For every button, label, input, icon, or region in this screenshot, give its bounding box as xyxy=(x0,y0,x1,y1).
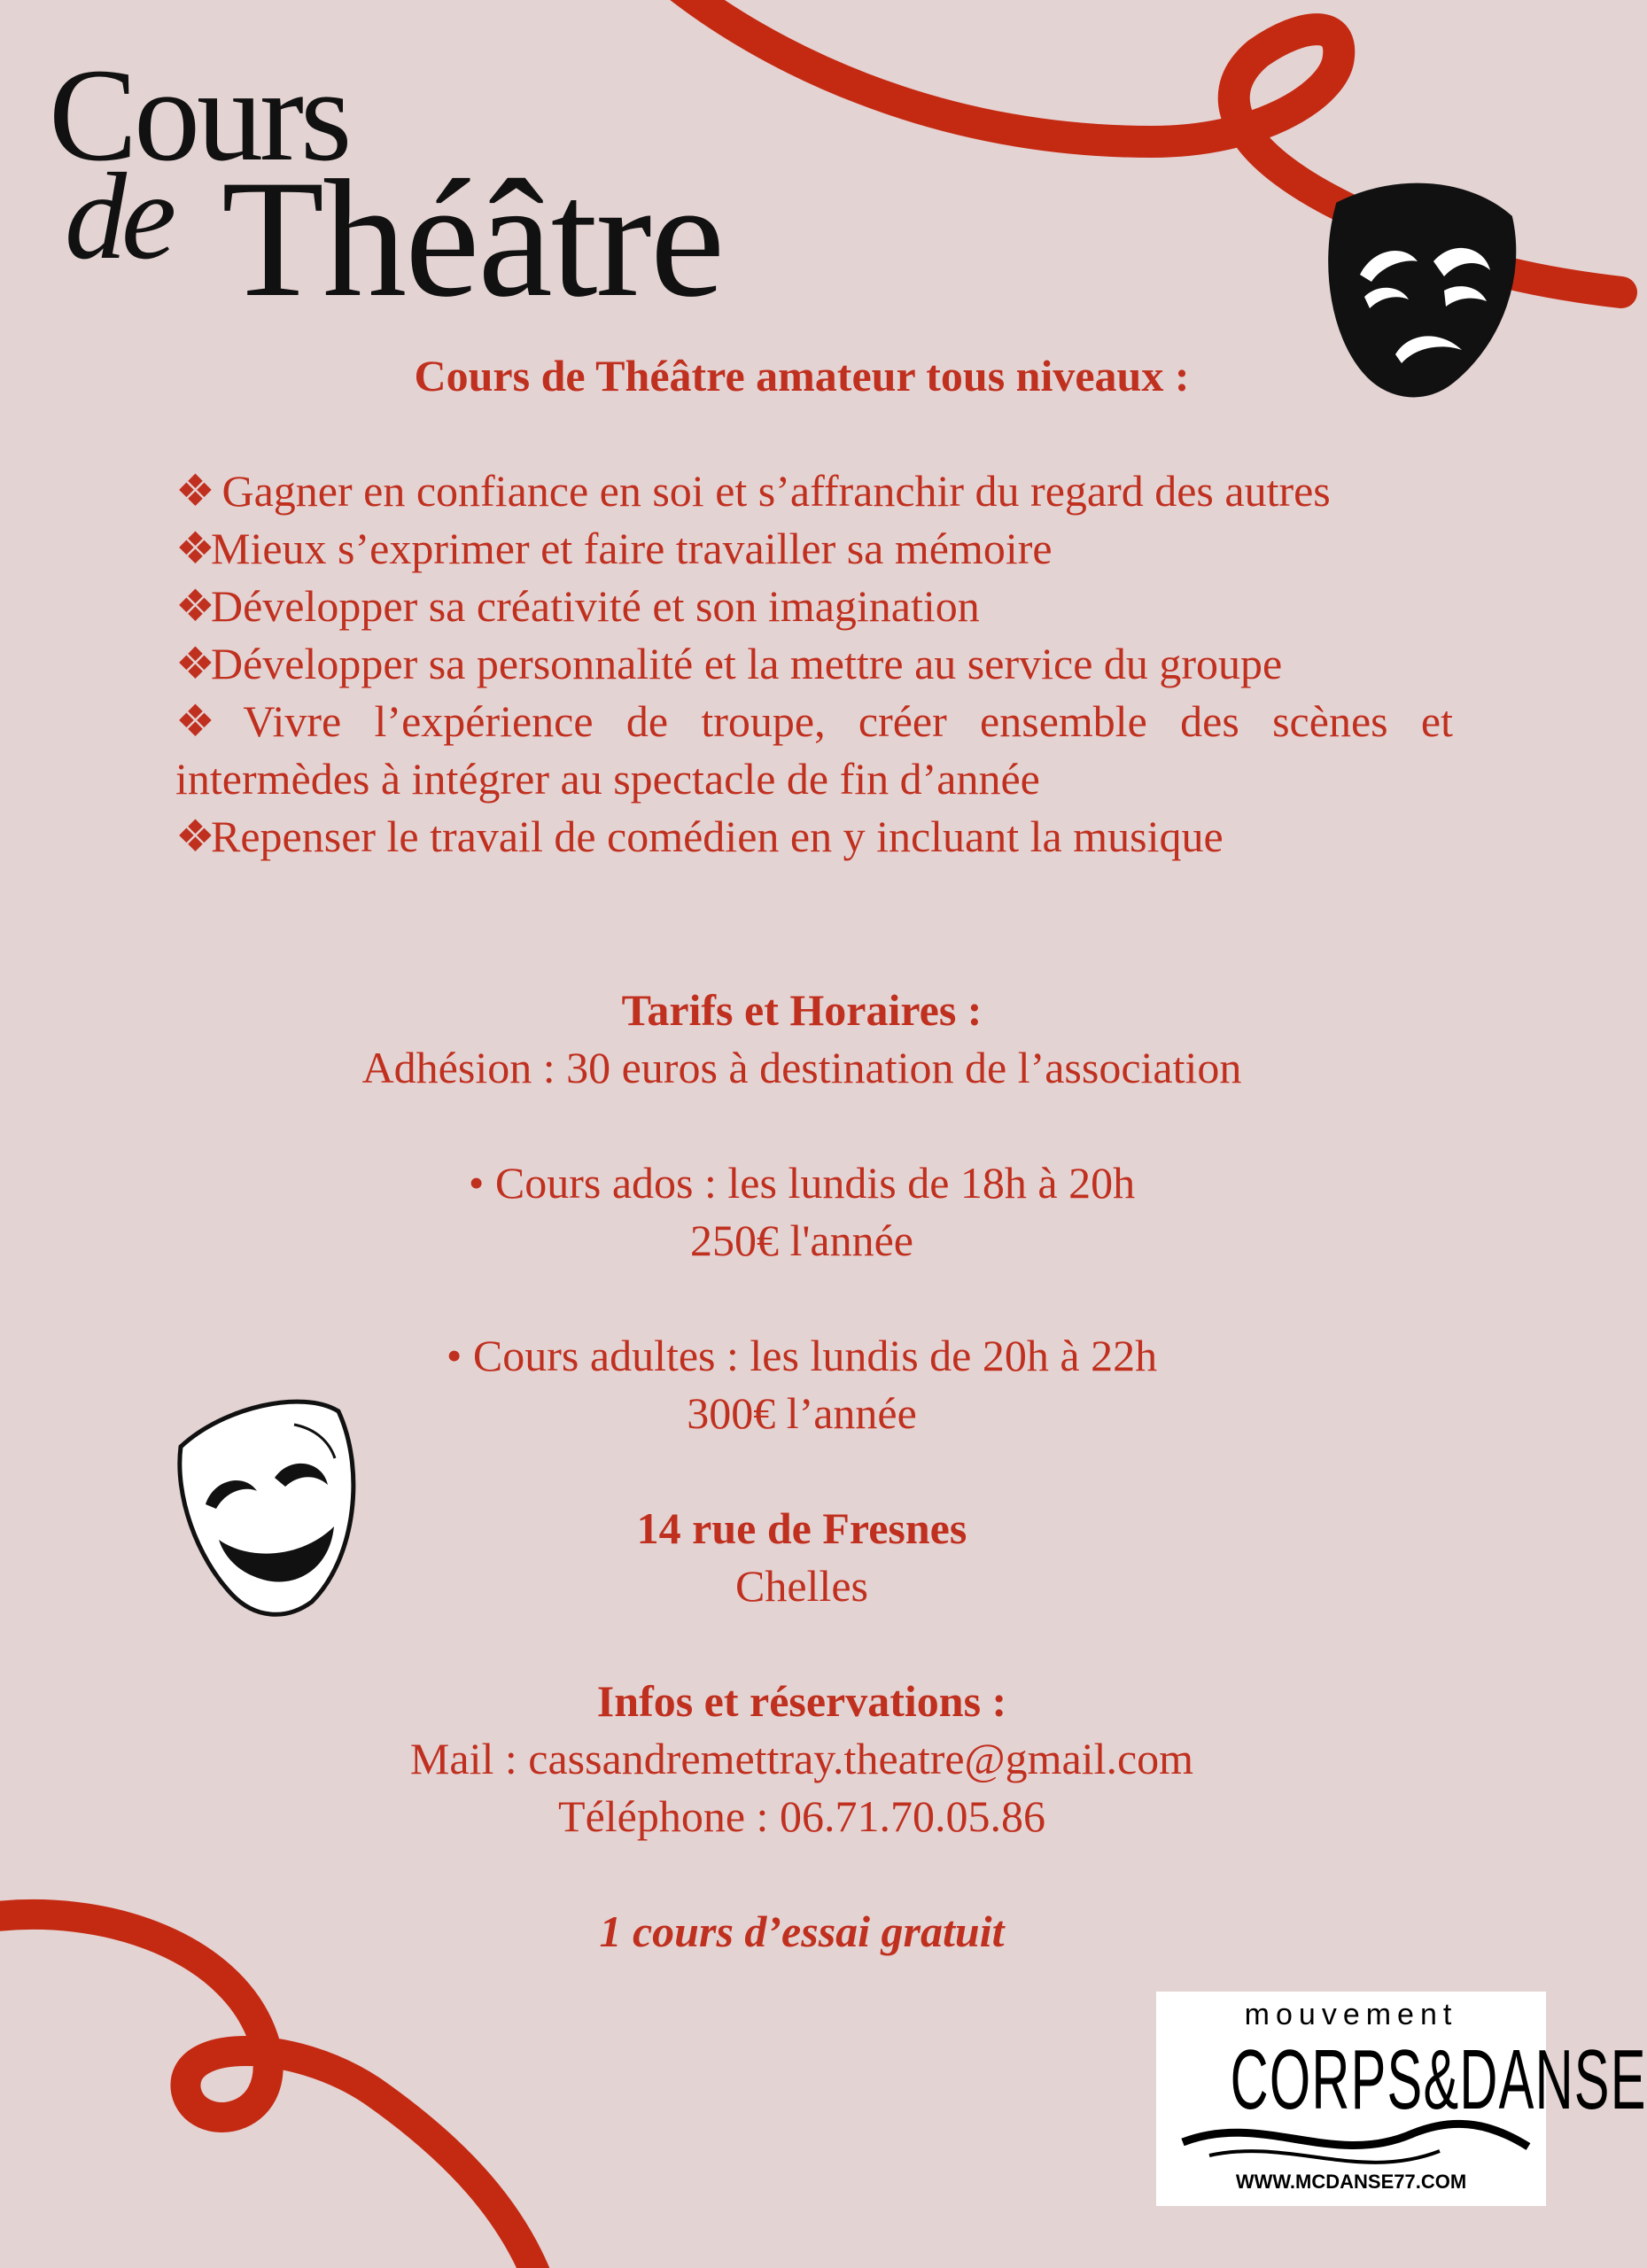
diamond-bullet-icon: ❖ xyxy=(175,466,215,516)
list-item xyxy=(175,693,1453,808)
diamond-bullet-icon: ❖ xyxy=(175,696,215,746)
diamond-bullet-icon: ❖ xyxy=(175,639,215,688)
list-item-text: Vivre l’expérience de troupe, créer ensemble des scènes et intermèdes à intégrer au spectacle de fin d’année xyxy=(175,696,1453,804)
adultes-price: 300€ l’année xyxy=(687,1388,917,1438)
logo-top-text: mouvement xyxy=(1244,1998,1458,2031)
corps-danse-logo[interactable] xyxy=(1156,1992,1647,2206)
subtitle: Cours de Théâtre amateur tous niveaux : xyxy=(414,351,1190,400)
free-trial-text: 1 cours d’essai gratuit xyxy=(599,1907,1005,1956)
benefits-list xyxy=(175,462,1453,866)
list-item xyxy=(175,808,1453,866)
list-item xyxy=(175,520,1453,578)
list-item-text: Développer sa personnalité et la mettre au service du groupe xyxy=(211,639,1283,688)
ados-schedule: • Cours ados : les lundis de 18h à 20h xyxy=(468,1158,1136,1208)
list-item-text: Repenser le travail de comédien en y incluant la musique xyxy=(211,812,1224,861)
logo-main-text: CORPS&DANSE xyxy=(1230,2032,1647,2127)
title-de: de xyxy=(65,148,172,285)
title-cours: Cours xyxy=(49,42,349,189)
tarifs-heading: Tarifs et Horaires : xyxy=(621,985,983,1035)
page-title xyxy=(49,42,757,332)
list-item xyxy=(175,635,1453,693)
infos-heading: Infos et réservations : xyxy=(596,1676,1007,1726)
diamond-bullet-icon: ❖ xyxy=(175,812,215,861)
list-item xyxy=(175,578,1453,635)
adhesion-text: Adhésion : 30 euros à destination de l’association xyxy=(361,1043,1242,1092)
list-item-text: Mieux s’exprimer et faire travailler sa mémoire xyxy=(211,524,1053,573)
email-contact[interactable]: Mail : cassandremettray.theatre@gmail.com xyxy=(409,1734,1194,1783)
address-street: 14 rue de Fresnes xyxy=(636,1503,967,1553)
title-theatre: Théâtre xyxy=(221,146,724,332)
diamond-bullet-icon: ❖ xyxy=(175,524,215,573)
address-city: Chelles xyxy=(735,1561,868,1611)
list-item-text: Développer sa créativité et son imagination xyxy=(211,581,980,631)
ados-price: 250€ l'année xyxy=(690,1216,913,1265)
list-item-text: Gagner en confiance en soi et s’affranchir du regard des autres xyxy=(221,466,1331,516)
adultes-schedule: • Cours adultes : les lundis de 20h à 22h xyxy=(446,1331,1158,1380)
logo-url[interactable]: WWW.MCDANSE77.COM xyxy=(1235,2171,1467,2193)
diamond-bullet-icon: ❖ xyxy=(175,581,215,631)
list-item xyxy=(175,462,1453,520)
phone-contact[interactable]: Téléphone : 06.71.70.05.86 xyxy=(558,1791,1045,1841)
